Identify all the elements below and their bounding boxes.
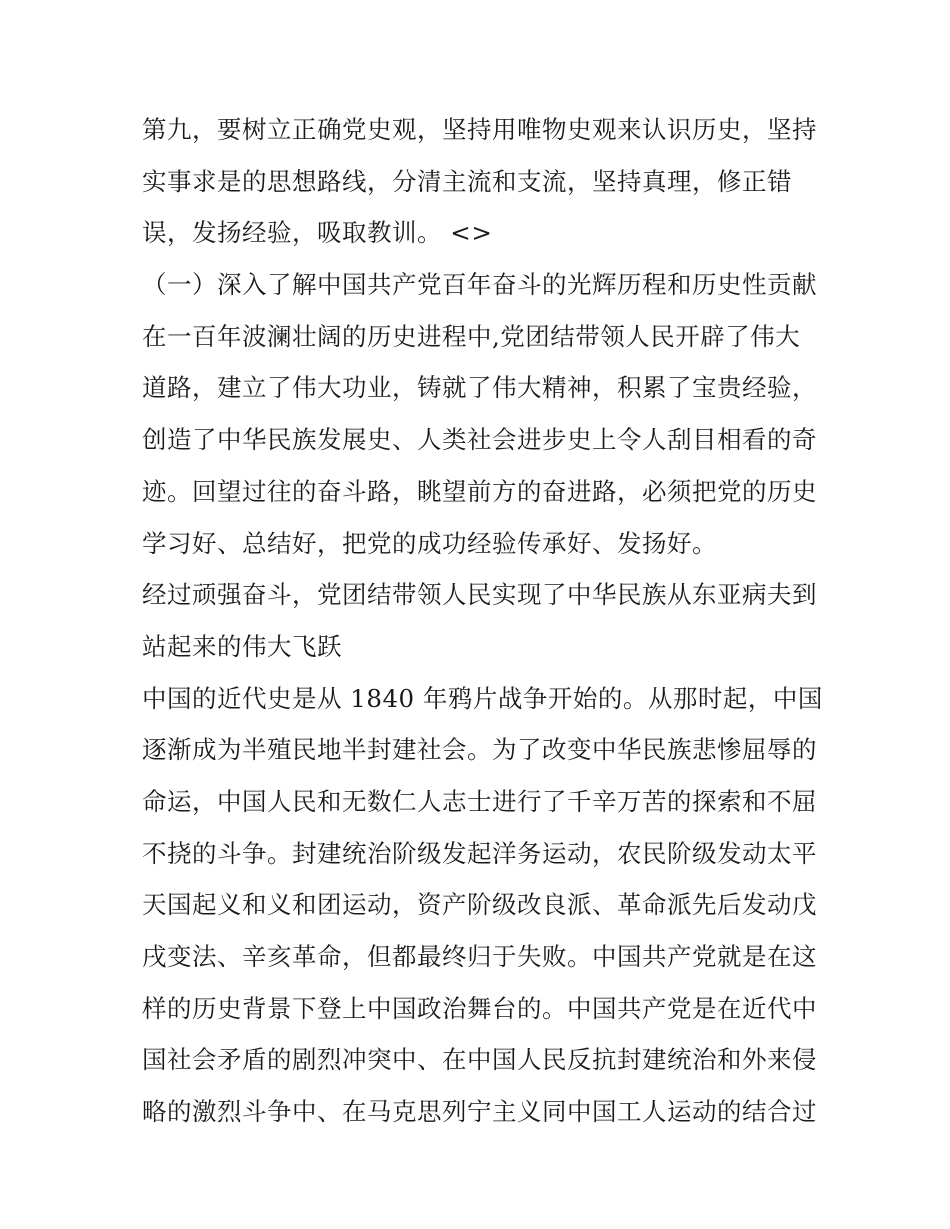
- text-line: 中国的近代史是从 1840 年鸦片战争开始的。从那时起，中国: [142, 683, 823, 713]
- text-line: 样的历史背景下登上中国政治舞台的。中国共产党是在近代中: [142, 993, 817, 1023]
- text-line: 逐渐成为半殖民地半封建社会。为了改变中华民族悲惨屈辱的: [142, 735, 817, 765]
- text-line: 创造了中华民族发展史、人类社会进步史上令人刮目相看的奇: [142, 425, 817, 455]
- section-heading: （一）深入了解中国共产党百年奋斗的光辉历程和历史性贡献: [142, 270, 817, 300]
- text-line: 实事求是的思想路线，分清主流和支流，坚持真理，修正错: [142, 166, 792, 196]
- text-line: 命运，中国人民和无数仁人志士进行了千辛万苦的探索和不屈: [142, 786, 817, 816]
- text-line: 天国起义和义和团运动，资产阶级改良派、革命派先后发动戊: [142, 890, 817, 920]
- text-line: 国社会矛盾的剧烈冲突中、在中国人民反抗封建统治和外来侵: [142, 1045, 817, 1075]
- text-line: 道路，建立了伟大功业，铸就了伟大精神，积累了宝贵经验，: [142, 373, 817, 403]
- text-line: 不挠的斗争。封建统治阶级发起洋务运动，农民阶级发动太平: [142, 838, 817, 868]
- subheading-line: 站起来的伟大飞跃: [142, 631, 342, 661]
- text-line: 略的激烈斗争中、在马克思列宁主义同中国工人运动的结合过: [142, 1097, 817, 1127]
- text-line: 学习好、总结好，把党的成功经验传承好、发扬好。: [142, 528, 717, 558]
- text-line: 迹。回望过往的奋斗路，眺望前方的奋进路，必须把党的历史: [142, 476, 817, 506]
- subheading-line: 经过顽强奋斗，党团结带领人民实现了中华民族从东亚病夫到: [142, 580, 817, 610]
- text-line: 戌变法、辛亥革命，但都最终归于失败。中国共产党就是在这: [142, 942, 817, 971]
- text-line: 第九，要树立正确党史观，坚持用唯物史观来认识历史，坚持: [142, 115, 817, 144]
- text-line: 误，发扬经验，吸取教训。 <>: [142, 218, 493, 248]
- document-body: [142, 104, 822, 1138]
- text-line: 在一百年波澜壮阔的历史进程中,党团结带领人民开辟了伟大: [142, 321, 801, 351]
